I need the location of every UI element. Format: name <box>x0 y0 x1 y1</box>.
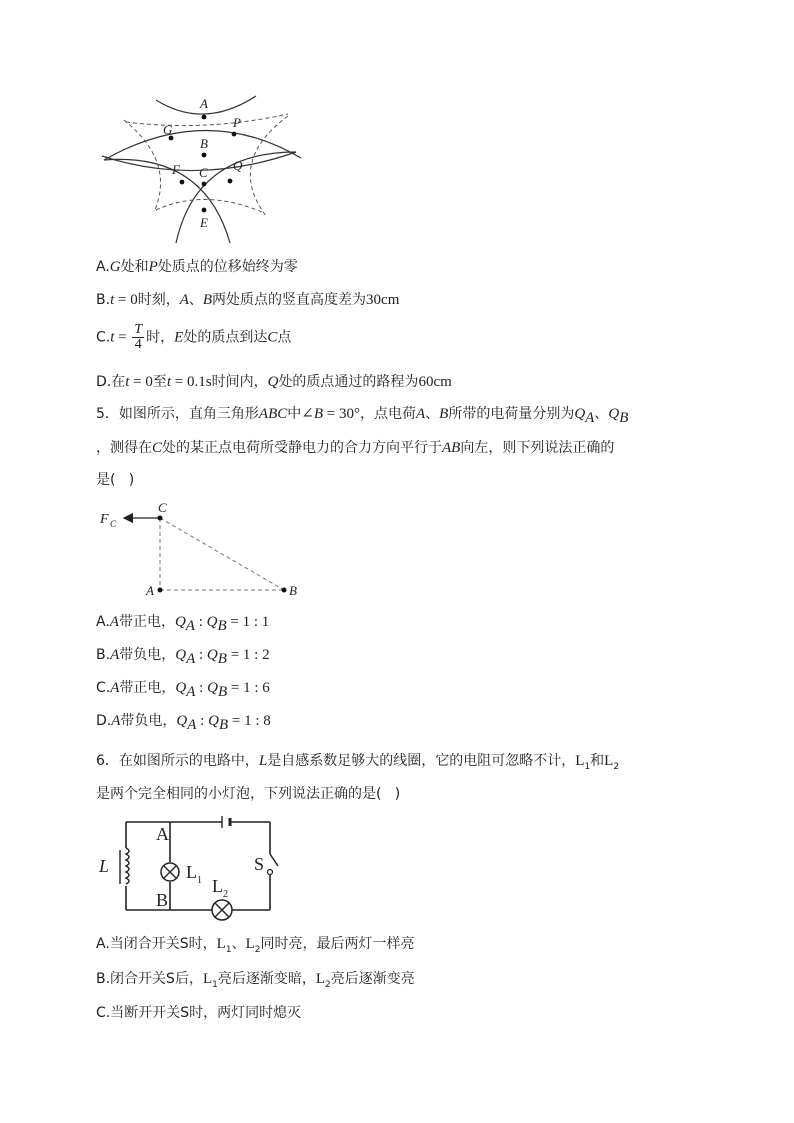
text: 处和 <box>120 259 149 275</box>
text: 中 <box>287 406 302 422</box>
var: A <box>110 680 120 696</box>
q5-stem-line-1 <box>96 404 628 428</box>
label-b: B <box>289 583 297 598</box>
label-e: E <box>200 215 208 230</box>
dashed-wavefront-1 <box>126 114 288 126</box>
math-var: Q <box>206 614 218 630</box>
text: 时刻， <box>137 292 180 308</box>
subscript: 2 <box>254 944 261 955</box>
point-c-dot <box>158 516 163 521</box>
math: : <box>195 680 208 696</box>
math: L <box>575 753 585 769</box>
math-var: Q <box>208 713 219 729</box>
point-q-dot <box>228 179 233 184</box>
subscript: B <box>619 409 629 426</box>
q6-stem-line-2 <box>96 784 400 804</box>
subscript: 1 <box>212 979 218 990</box>
text: 是自感系数足够大的线圈，它的电阻可忽略不计， <box>267 753 576 769</box>
var-p: P <box>148 259 158 275</box>
point-e-dot <box>202 208 207 213</box>
label-switch: S <box>254 854 265 874</box>
wave-interference-figure <box>96 92 308 248</box>
subscript: 1 <box>225 944 232 955</box>
option-prefix: B. <box>96 647 111 663</box>
subscript: 2 <box>325 979 331 990</box>
math: 60cm <box>418 374 452 390</box>
point-a-dot <box>202 115 207 120</box>
q5-stem-line-2 <box>96 438 614 458</box>
q4-option-d[interactable] <box>96 372 452 392</box>
var: ABC <box>258 406 288 422</box>
math-t: t <box>110 329 115 346</box>
label-c: C <box>158 500 167 515</box>
point-p-dot <box>232 132 237 137</box>
math: L <box>604 753 614 769</box>
label-l1: L <box>186 862 197 882</box>
math-t: t <box>125 374 130 390</box>
force-label-sub: C <box>110 519 117 529</box>
math-var: Q <box>574 406 586 422</box>
point-c-dot <box>202 182 207 187</box>
label-l1-sub: 1 <box>197 875 202 886</box>
text: 向左，则下列说法正确的 <box>460 440 615 456</box>
text: 、 <box>231 936 246 952</box>
text: 两处质点的竖直高度差为 <box>212 292 367 308</box>
text: ，测得在 <box>96 440 152 456</box>
subscript: A <box>185 617 195 634</box>
side-cb <box>160 518 284 590</box>
switch-contact <box>268 870 273 875</box>
q6-option-a[interactable] <box>96 934 414 960</box>
force-label: F <box>100 512 109 527</box>
label-b: B <box>200 136 208 151</box>
text: 处的质点到达 <box>183 329 268 346</box>
subscript: 2 <box>613 761 620 772</box>
text: 带正电， <box>119 680 176 696</box>
label-p: P <box>233 115 241 130</box>
math: = <box>114 329 131 346</box>
math: = 0.1s <box>171 374 212 390</box>
var: A <box>415 406 426 422</box>
var: A <box>111 713 121 729</box>
text: 、 <box>425 406 440 422</box>
math-var: B <box>313 406 324 422</box>
fraction-denominator: 4 <box>134 337 142 352</box>
text: 带正电， <box>118 614 175 630</box>
math: L <box>216 936 226 952</box>
text: C.当断开开关S时，两灯同时熄灭 <box>96 1005 302 1021</box>
point-b-dot <box>202 153 207 158</box>
math-var: Q <box>175 647 187 663</box>
q4-option-b[interactable] <box>96 290 399 310</box>
math: = 0 <box>129 374 153 390</box>
option-prefix: A. <box>96 259 110 275</box>
q5-stem-line-3 <box>96 470 134 490</box>
q5-option-c[interactable] <box>96 678 270 702</box>
math-var: Q <box>608 406 620 422</box>
var: E <box>174 329 184 346</box>
var: C <box>152 440 163 456</box>
subscript: A <box>186 650 196 667</box>
math-t: t <box>166 374 172 390</box>
var: A <box>179 292 189 308</box>
q4-option-c[interactable] <box>96 323 291 352</box>
point-b-dot <box>282 588 287 593</box>
text: 是( ) <box>96 472 135 488</box>
math: L <box>245 936 255 952</box>
var: A <box>109 614 119 630</box>
math: : <box>194 614 207 630</box>
option-prefix: C. <box>96 680 111 696</box>
text: 所带的电荷量分别为 <box>448 406 575 422</box>
math-var: Q <box>207 680 218 696</box>
text: B.闭合开关S后， <box>96 971 203 987</box>
math: : <box>195 647 207 663</box>
text: 点 <box>277 329 292 346</box>
text: 带负电， <box>119 647 176 663</box>
subscript: B <box>217 650 227 667</box>
q6-option-b[interactable] <box>96 969 415 995</box>
q5-option-a[interactable] <box>96 612 269 636</box>
switch-lever <box>270 854 278 866</box>
math: L <box>202 971 213 987</box>
math-var: Q <box>175 680 187 696</box>
fraction-numerator: T <box>134 322 143 337</box>
point-f-dot <box>180 180 185 185</box>
label-a: A <box>156 824 169 844</box>
var: Q <box>267 374 279 390</box>
label-l2: L <box>212 876 223 896</box>
text: 带负电， <box>120 713 177 729</box>
math-var: Q <box>206 647 218 663</box>
math: L <box>315 971 326 987</box>
text: 亮后逐渐变暗， <box>217 971 316 987</box>
option-prefix: B. <box>96 292 111 308</box>
math-t: t <box>110 292 115 308</box>
label-a: A <box>146 583 154 598</box>
text: 6．在如图所示的电路中， <box>96 753 259 769</box>
text: 5．如图所示，直角三角形 <box>96 406 259 422</box>
text: ，点电荷 <box>359 406 416 422</box>
label-f: F <box>172 162 180 177</box>
text: 、 <box>594 406 609 422</box>
text: 处的质点通过的路程为 <box>278 374 419 390</box>
text: 处的某正点电荷所受静电力的合力方向平行于 <box>162 440 443 456</box>
var: B <box>439 406 449 422</box>
text: 同时亮，最后两灯一样亮 <box>260 936 415 952</box>
subscript: 1 <box>584 761 591 772</box>
text: 、 <box>188 292 203 308</box>
subscript: B <box>217 683 228 700</box>
dashed-wavefront-4 <box>156 199 262 212</box>
option-prefix: C. <box>96 329 111 346</box>
option-prefix: D. <box>96 713 112 729</box>
math: = 0 <box>114 292 138 308</box>
text: 至 <box>152 374 167 390</box>
subscript: A <box>186 683 196 700</box>
subscript: A <box>585 409 595 426</box>
math: : <box>196 713 209 729</box>
var-g: G <box>109 259 121 275</box>
label-l2-sub: 2 <box>223 889 228 900</box>
option-prefix: D.在 <box>96 374 126 390</box>
text: 是两个完全相同的小灯泡，下列说法正确的是( ) <box>96 786 401 802</box>
var: A <box>110 647 120 663</box>
text: A.当闭合开关S时， <box>96 936 217 952</box>
subscript: B <box>217 617 227 634</box>
var: L <box>258 753 268 769</box>
math-var: Q <box>176 713 188 729</box>
dashed-wavefront-3 <box>250 116 288 216</box>
math: = 1 : 2 <box>226 647 270 663</box>
var: C <box>267 329 278 346</box>
math: = 1 : 6 <box>227 680 270 696</box>
subscript: A <box>187 716 197 733</box>
label-g: G <box>163 122 173 137</box>
math-var: Q <box>174 614 186 630</box>
triangle-figure <box>96 496 308 604</box>
q5-option-b[interactable] <box>96 645 270 669</box>
math: = 1 : 1 <box>226 614 270 630</box>
q5-option-d[interactable] <box>96 711 271 735</box>
text: 和 <box>590 753 605 769</box>
math: = 30° <box>323 406 360 422</box>
q6-stem-line-1 <box>96 751 619 777</box>
point-a-dot <box>158 588 163 593</box>
text: 时间内， <box>211 374 268 390</box>
math: = 1 : 8 <box>228 713 271 729</box>
label-a: A <box>200 96 208 111</box>
fraction-t-over-4 <box>132 323 144 352</box>
label-q: Q <box>233 158 243 173</box>
var: B <box>202 292 213 308</box>
label-inductor: L <box>99 856 110 876</box>
q4-option-a[interactable] <box>96 257 298 277</box>
label-b: B <box>156 890 169 910</box>
q6-option-c[interactable] <box>96 1003 301 1023</box>
option-prefix: A. <box>96 614 110 630</box>
text: 处质点的位移始终为零 <box>157 259 298 275</box>
label-c: C <box>199 165 208 180</box>
math: ∠ <box>301 406 314 422</box>
solid-wavefront-arc-4 <box>104 159 230 243</box>
text: 时， <box>146 329 175 346</box>
math: 30cm <box>366 292 400 308</box>
circuit-figure <box>96 814 286 924</box>
subscript: B <box>218 716 229 733</box>
var: AB <box>442 440 461 456</box>
text: 亮后逐渐变亮 <box>330 971 415 987</box>
